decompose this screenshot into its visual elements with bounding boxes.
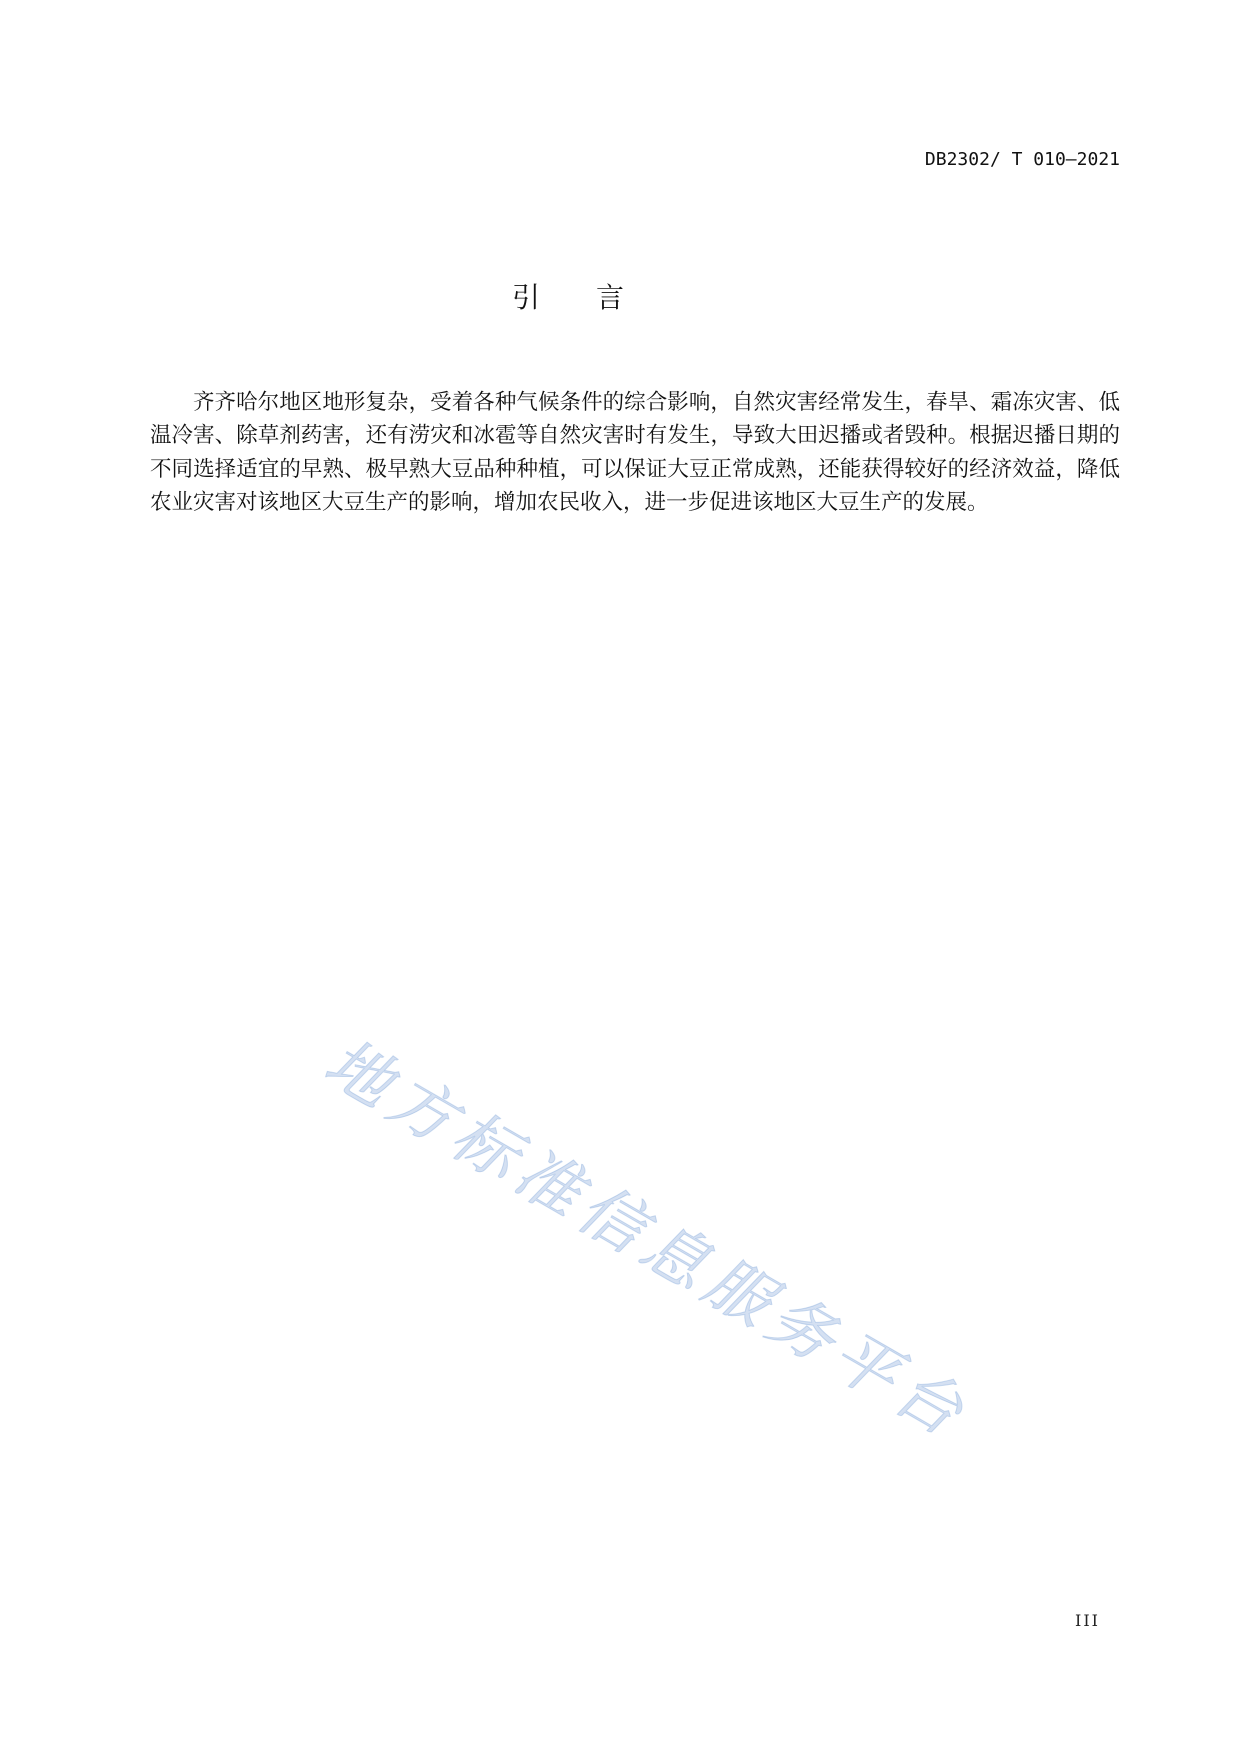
paragraph-line: 不同选择适宜的早熟、极早熟大豆品种种植，可以保证大豆正常成熟，还能获得较好的经济效益，降低 <box>150 456 1120 482</box>
paragraph-line: 温冷害、除草剂药害，还有涝灾和冰雹等自然灾害时有发生，导致大田迟播或者毁种。根据迟播日期的 <box>150 423 1120 449</box>
standard-code-header: DB2302/ T 010—2021 <box>924 149 1120 170</box>
watermark: 地方标准信息服务平台 <box>312 1025 982 1455</box>
introduction-paragraph <box>150 386 1120 520</box>
paragraph-line: 齐齐哈尔地区地形复杂，受着各种气候条件的综合影响，自然灾害经常发生，春旱、霜冻灾害、低 <box>193 390 1120 415</box>
section-title: 引 言 <box>512 281 625 314</box>
page-number: III <box>1075 1611 1100 1630</box>
paragraph-line: 农业灾害对该地区大豆生产的影响，增加农民收入，进一步促进该地区大豆生产的发展。 <box>150 490 989 516</box>
